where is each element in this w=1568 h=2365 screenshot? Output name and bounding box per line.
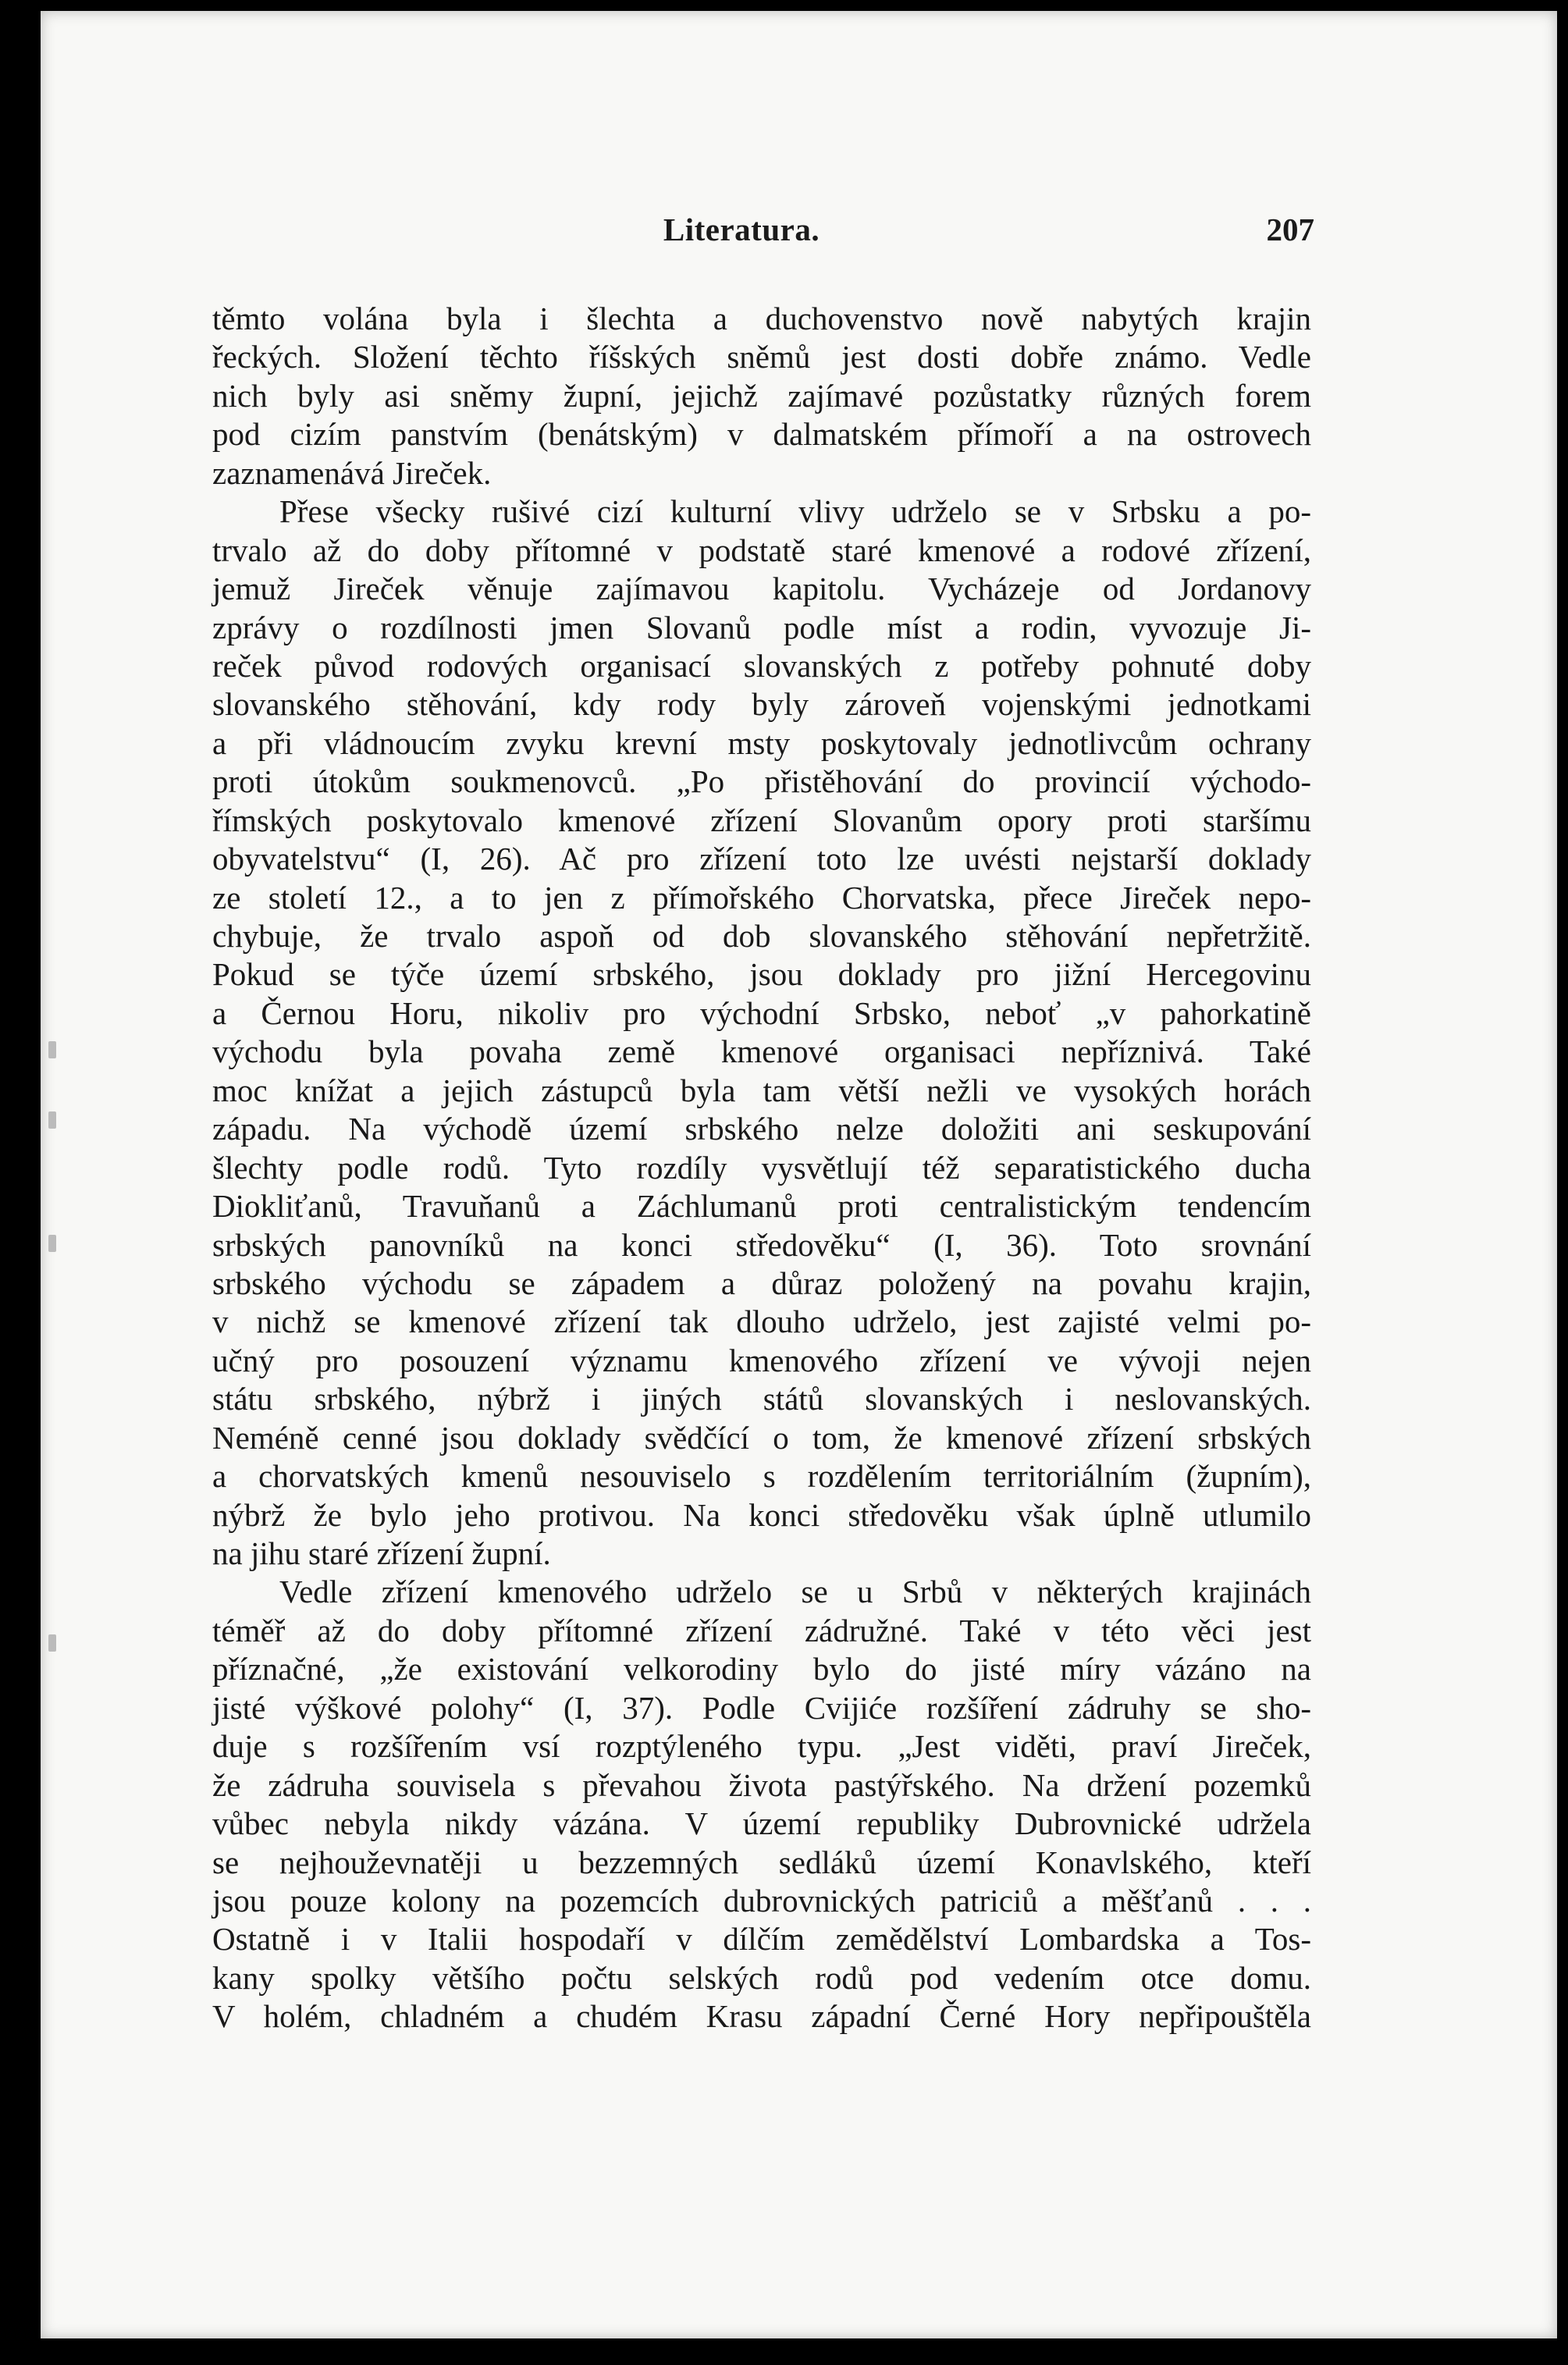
text-line: jsou pouze kolony na pozemcích dubrovnických patriciů a měšťanů . . . — [212, 1882, 1311, 1919]
running-head: Literatura. — [663, 212, 820, 247]
text-line: a při vládnoucím zvyku krevní msty poskytovaly jednotlivcům ochrany — [212, 724, 1311, 761]
text-line: srbského východu se západem a důraz položený na povahu krajin, — [212, 1264, 1311, 1301]
text-line: západu. Na východě území srbského nelze doložiti ani seskupování — [212, 1111, 1311, 1147]
text-line: jemuž Jireček věnuje zajímavou kapitolu. Vycházeje od Jordanovy — [212, 571, 1311, 607]
text-line: těmto volána byla i šlechta a duchovenstvo nově nabytých krajin — [212, 301, 1311, 336]
text-line: řeckých. Složení těchto říšských sněmů jest dosti dobře známo. Vedle — [212, 339, 1311, 375]
text-line: na jihu staré zřízení župní. — [212, 1535, 551, 1571]
page-number: 207 — [1266, 212, 1314, 247]
text-line: V holém, chladném a chudém Krasu západní Černé Hory nepřipouštěla — [212, 1998, 1311, 2035]
body-text — [212, 300, 1311, 2036]
text-line: téměř až do doby přítomné zřízení zádružné. Také v této věci jest — [212, 1612, 1311, 1648]
text-line: kany spolky většího počtu selských rodů pod vedením otce domu. — [212, 1959, 1311, 1996]
paragraph — [212, 300, 1311, 493]
margin-binding-mark — [48, 1111, 56, 1129]
text-line: učný pro posouzení významu kmenového zřízení ve vývoji nejen — [212, 1342, 1311, 1378]
text-line: Pokud se týče území srbského, jsou doklady pro jižní Hercegovinu — [212, 956, 1311, 993]
text-line: že zádruha souvisela s převahou života pastýřského. Na držení pozemků — [212, 1766, 1311, 1803]
paragraph — [212, 1573, 1311, 2036]
text-line: jisté výškové polohy“ (I, 37). Podle Cvijiće rozšíření zádruhy se sho- — [212, 1689, 1311, 1726]
margin-binding-mark — [48, 1634, 56, 1652]
text-line: a chorvatských kmenů nesouviselo s rozdělením territoriálním (župním), — [212, 1458, 1311, 1495]
text-line: Neméně cenné jsou doklady svědčící o tom, že kmenové zřízení srbských — [212, 1419, 1311, 1456]
text-line: vůbec nebyla nikdy vázána. V území republiky Dubrovnické udržela — [212, 1805, 1311, 1842]
text-line: slovanského stěhování, kdy rody byly zároveň vojenskými jednotkami — [212, 686, 1311, 723]
text-line: duje s rozšířením vsí rozptýleného typu. „Jest viděti, praví Jireček, — [212, 1728, 1311, 1765]
page-header — [164, 211, 1319, 258]
text-line: šlechty podle rodů. Tyto rozdíly vysvětlují též separatistického ducha — [212, 1149, 1311, 1186]
text-line: Diokliťanů, Travuňanů a Záchlumanů proti centralistickým tendencím — [212, 1188, 1311, 1225]
text-line: a Černou Horu, nikoliv pro východní Srbsko, neboť „v pahorkatině — [212, 994, 1311, 1031]
text-line: srbských panovníků na konci středověku“ (I, 36). Toto srovnání — [212, 1226, 1311, 1263]
text-line: zaznamenává Jireček. — [212, 454, 492, 491]
paragraph — [212, 493, 1311, 1573]
text-line: nýbrž že bylo jeho protivou. Na konci středověku však úplně utlumilo — [212, 1496, 1311, 1533]
text-line: moc knížat a jejich zástupců byla tam větší nežli ve vysokých horách — [212, 1072, 1311, 1108]
margin-binding-mark — [48, 1041, 56, 1058]
text-line: východu byla povaha země kmenové organisaci nepříznivá. Také — [212, 1033, 1311, 1070]
text-line: římských poskytovalo kmenové zřízení Slovanům opory proti staršímu — [212, 802, 1311, 838]
text-line: Ostatně i v Italii hospodaří v dílčím zemědělství Lombardska a Tos- — [212, 1921, 1311, 1958]
margin-binding-mark — [48, 1235, 56, 1252]
text-line: v nichž se kmenové zřízení tak dlouho udrželo, jest zajisté velmi po- — [212, 1303, 1311, 1340]
text-line: trvalo až do doby přítomné v podstatě staré kmenové a rodové zřízení, — [212, 532, 1311, 568]
text-line: nich byly asi sněmy župní, jejichž zajímavé pozůstatky různých forem — [212, 377, 1311, 414]
text-line: chybuje, že trvalo aspoň od dob slovanského stěhování nepřetržitě. — [212, 918, 1311, 954]
text-line: Přese všecky rušivé cizí kulturní vlivy udrželo se v Srbsku a po- — [279, 493, 1311, 530]
text-line: Vedle zřízení kmenového udrželo se u Srbů v některých krajinách — [279, 1574, 1311, 1610]
text-line: proti útokům soukmenovců. „Po přistěhování do provincií východo- — [212, 763, 1311, 800]
text-line: se nejhouževnatěji u bezzemných sedláků území Konavlského, kteří — [212, 1844, 1311, 1880]
text-line: reček původ rodových organisací slovanských z potřeby pohnuté doby — [212, 647, 1311, 684]
text-line: ze století 12., a to jen z přímořského Chorvatska, přece Jireček nepo- — [212, 879, 1311, 916]
text-line: obyvatelstvu“ (I, 26). Ač pro zřízení toto lze uvésti nejstarší doklady — [212, 841, 1311, 877]
text-line: pod cizím panstvím (benátským) v dalmatském přímoří a na ostrovech — [212, 416, 1311, 453]
text-line: příznačné, „že existování velkorodiny bylo do jisté míry vázáno na — [212, 1651, 1311, 1688]
text-line: státu srbského, nýbrž i jiných států slovanských i neslovanských. — [212, 1381, 1311, 1417]
text-line: zprávy o rozdílnosti jmen Slovanů podle míst a rodin, vyvozuje Ji- — [212, 609, 1311, 645]
